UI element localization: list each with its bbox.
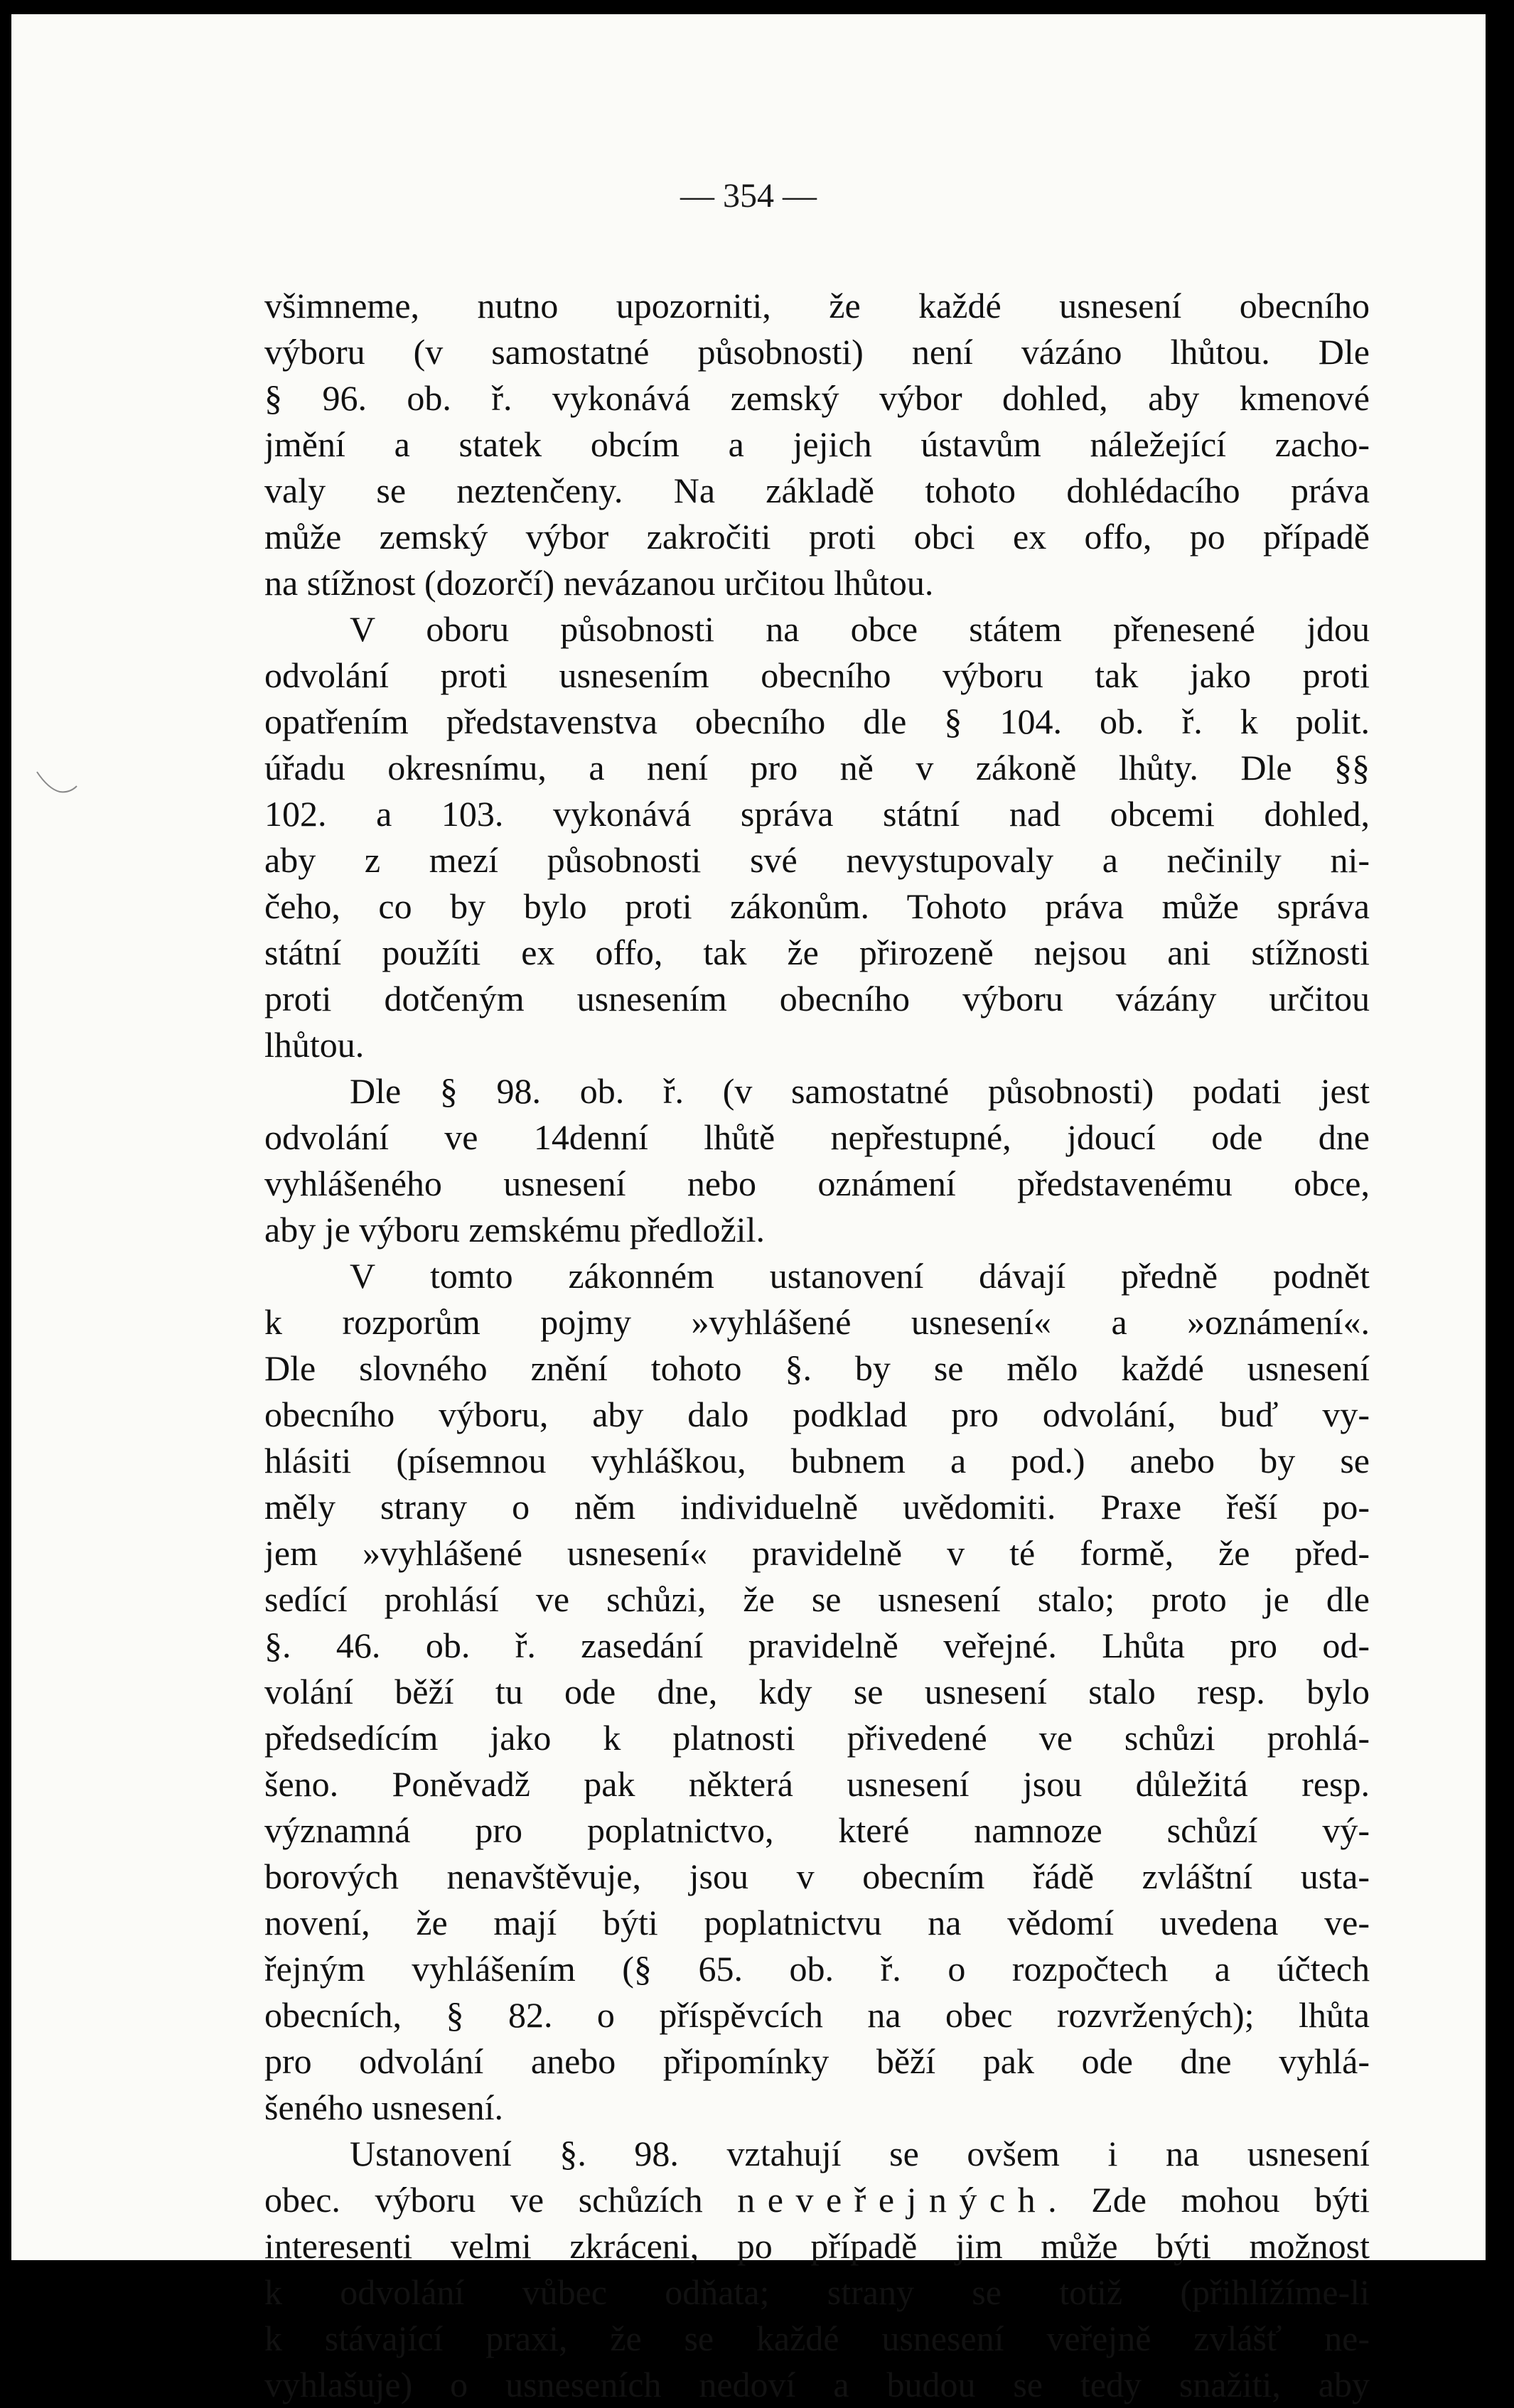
page-number: — 354 — [680, 177, 817, 215]
text-line: úřadu okresnímu, a není pro ně v zákoně lhůty. Dle §§ [264, 748, 1370, 788]
text-line: šeno. Poněvadž pak některá usnesení jsou důležitá resp. [264, 1764, 1370, 1804]
text-line: novení, že mají býti poplatnictvu na vědomí uvedena ve- [264, 1903, 1370, 1942]
text-line: k odvolání vůbec odňata; strany se totiž (přihlížíme-li [264, 2272, 1370, 2312]
text-line: může zemský výbor zakročiti proti obci ex offo, po případě [264, 517, 1370, 557]
text-line: 102. a 103. vykonává správa státní nad obcemi dohled, [264, 794, 1370, 834]
text-line: V tomto zákonném ustanovení dávají předně podnět [350, 1256, 1370, 1296]
text-line: obecních, § 82. o příspěvcích na obec rozvržených); lhůta [264, 1995, 1370, 2035]
text-line: odvolání ve 14denní lhůtě nepřestupné, jdoucí ode dne [264, 1117, 1370, 1157]
text-line: opatřením představenstva obecního dle § 104. ob. ř. k polit. [264, 702, 1370, 741]
text-line: aby je výboru zemskému předložil. [264, 1210, 765, 1249]
text-line: valy se neztenčeny. Na základě tohoto dohlédacího práva [264, 471, 1370, 510]
text-line: §. 46. ob. ř. zasedání pravidelně veřejné. Lhůta pro od- [264, 1625, 1370, 1665]
text-line: významná pro poplatnictvo, které namnoze schůzí vý- [264, 1810, 1370, 1850]
text-line: lhůtou. [264, 1025, 365, 1065]
text-line: jem »vyhlášené usnesení« pravidelně v té formě, že před- [264, 1533, 1370, 1573]
text-line: k rozporům pojmy »vyhlášené usnesení« a »oznámení«. [264, 1302, 1370, 1342]
text-line: měly strany o něm individuelně uvědomiti. Praxe řeší po- [264, 1487, 1370, 1527]
margin-pencil-mark [34, 768, 91, 796]
spaced-emphasis: neveřejných [737, 2180, 1048, 2220]
text-fragment: . Zde mohou býti [1048, 2180, 1370, 2220]
text-line: hlásiti (písemnou vyhláškou, bubnem a pod.) anebo by se [264, 1441, 1370, 1480]
text-line: Ustanovení §. 98. vztahují se ovšem i na usnesení [350, 2134, 1370, 2173]
text-line: výboru (v samostatné působnosti) není vázáno lhůtou. Dle [264, 332, 1370, 372]
text-fragment: obec. výboru ve schůzích [264, 2180, 738, 2220]
text-line: jmění a statek obcím a jejich ústavům náležející zacho- [264, 424, 1370, 464]
text-line: vyhlášeného usnesení nebo oznámení představenému obce, [264, 1163, 1370, 1203]
text-line: § 96. ob. ř. vykonává zemský výbor dohled, aby kmenové [264, 378, 1370, 418]
text-line: Dle slovného znění tohoto §. by se mělo každé usnesení [264, 1348, 1370, 1388]
text-line: aby z mezí působnosti své nevystupovaly a nečinily ni- [264, 840, 1370, 880]
text-line: interesenti velmi zkráceni, po případě jim může býti možnost [264, 2226, 1370, 2266]
text-line: pro odvolání anebo připomínky běží pak ode dne vyhlá- [264, 2041, 1370, 2081]
text-line: Dle § 98. ob. ř. (v samostatné působnosti) podati jest [350, 1071, 1370, 1111]
body-text [264, 283, 1370, 2408]
text-line: vyhlašuje) o usneseních nedoví a budou se tedy snažiti, aby [264, 2365, 1370, 2404]
text-line: proti dotčeným usnesením obecního výboru vázány určitou [264, 979, 1370, 1018]
text-line: borových nenavštěvuje, jsou v obecním řádě zvláštní usta- [264, 1856, 1370, 1896]
text-line: na stížnost (dozorčí) nevázanou určitou lhůtou. [264, 563, 934, 603]
text-line: řejným vyhlášením (§ 65. ob. ř. o rozpočtech a účtech [264, 1949, 1370, 1989]
text-line: sedící prohlásí ve schůzi, že se usnesení stalo; proto je dle [264, 1579, 1370, 1619]
text-line: k stávající praxi, že se každé usnesení veřejně zvlášť ne- [264, 2318, 1370, 2358]
text-line: státní použíti ex offo, tak že přirozeně nejsou ani stížnosti [264, 932, 1370, 972]
text-line: V oboru působnosti na obce státem přenesené jdou [350, 609, 1370, 649]
text-line: obecního výboru, aby dalo podklad pro odvolání, buď vy- [264, 1394, 1370, 1434]
text-line: volání běží tu ode dne, kdy se usnesení stalo resp. bylo [264, 1672, 1370, 1711]
text-line: předsedícím jako k platnosti přivedené ve schůzi prohlá- [264, 1718, 1370, 1758]
book-page [11, 14, 1486, 2404]
text-line: všimneme, nutno upozorniti, že každé usnesení obecního [264, 286, 1370, 326]
text-line [264, 2177, 1370, 2223]
text-line: čeho, co by bylo proti zákonům. Tohoto práva může správa [264, 886, 1370, 926]
text-line: šeného usnesení. [264, 2087, 504, 2127]
text-line: odvolání proti usnesením obecního výboru tak jako proti [264, 655, 1370, 695]
